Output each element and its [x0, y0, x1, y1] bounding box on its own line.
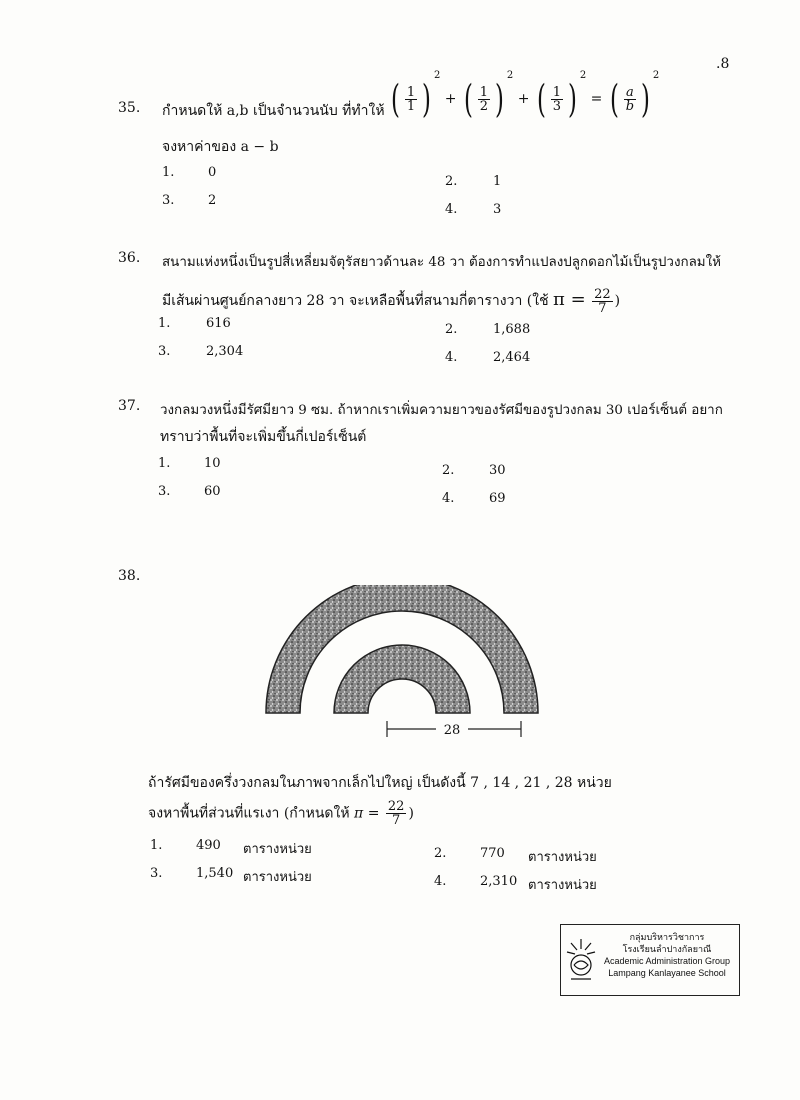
option-value: 616 — [206, 316, 231, 331]
option-number: 3. — [158, 344, 171, 359]
semicircle-rings-figure — [240, 585, 550, 755]
option-number: 4. — [445, 350, 458, 365]
question-number: 36. — [118, 250, 141, 266]
option-number: 1. — [162, 165, 175, 180]
option-value: 1,688 — [493, 322, 531, 337]
option-number: 2. — [442, 463, 455, 478]
school-stamp — [560, 924, 740, 996]
question-number: 35. — [118, 100, 141, 116]
equation: ( $\frac{1}{1}$ )$^2$ + ( $\frac{1}{2}$ )$^2$ + ( $\frac{1}{3}$ )$^2$ = ( $\frac{a}{b}$ )$^2$ — [390, 70, 660, 121]
option-number: 1. — [158, 316, 171, 331]
option-number: 3. — [158, 484, 171, 499]
option-value: 3 — [493, 202, 502, 217]
option-value: 0 — [208, 165, 217, 180]
option-value: 770 — [480, 846, 505, 861]
option-unit: ตารางหน่วย — [243, 842, 312, 857]
question-subtext: จงหาค่าของ a − b — [162, 139, 279, 155]
question-number: 38. — [118, 568, 141, 584]
option-number: 4. — [442, 491, 455, 506]
question-text-line2: ทราบว่าพื้นที่จะเพิ่มขึ้นกี่เปอร์เซ็นต์ — [160, 429, 367, 445]
option-value: 2 — [208, 193, 217, 208]
option-value: 1 — [493, 174, 502, 189]
option-number: 2. — [445, 322, 458, 337]
option-value: 60 — [204, 484, 221, 499]
option-value: 2,310 — [480, 874, 518, 889]
option-number: 3. — [150, 866, 163, 881]
option-value: 490 — [196, 838, 221, 853]
question-number: 37. — [118, 398, 141, 414]
question-text-line2: จงหาพื้นที่ส่วนที่แรเงา (กำหนดให้ π = $\frac{22}{7}$ ) — [148, 799, 414, 828]
option-unit: ตารางหน่วย — [528, 878, 597, 893]
question-text-line2: มีเส้นผ่านศูนย์กลางยาว 28 วา จะเหลือพื้นที่สนามกี่ตารางวา (ใช้ π = $\frac{22}{7}$ ) — [162, 286, 621, 316]
stamp-line: Lampang Kanlayanee School — [608, 968, 726, 979]
option-value: 10 — [204, 456, 221, 471]
option-unit: ตารางหน่วย — [528, 850, 597, 865]
question-text: กำหนดให้ a,b เป็นจำนวนนับ ที่ทำให้ — [162, 103, 385, 119]
option-number: 3. — [162, 193, 175, 208]
stamp-line: กลุ่มบริหารวิชาการ — [629, 932, 705, 942]
option-value: 2,304 — [206, 344, 244, 359]
option-number: 2. — [434, 846, 447, 861]
dimension-label: 28 — [443, 723, 461, 738]
question-text: สนามแห่งหนึ่งเป็นรูปสี่เหลี่ยมจัตุรัสยาวด้านละ 48 วา ต้องการทำแปลงปลูกดอกไม้เป็นรูปวงกลมให้ — [162, 255, 721, 270]
option-number: 4. — [434, 874, 447, 889]
school-logo-icon — [565, 935, 597, 985]
option-number: 4. — [445, 202, 458, 217]
question-text: วงกลมวงหนึ่งมีรัศมียาว 9 ซม. ถ้าหากเราเพิ่มความยาวของรัศมีของรูปวงกลม 30 เปอร์เซ็นต์ อยาก — [160, 403, 723, 418]
option-number: 1. — [158, 456, 171, 471]
option-number: 2. — [445, 174, 458, 189]
option-number: 1. — [150, 838, 163, 853]
option-value: 30 — [489, 463, 506, 478]
option-value: 1,540 — [196, 866, 234, 881]
stamp-line: โรงเรียนลำปางกัลยาณี — [622, 944, 712, 955]
question-text: ถ้ารัศมีของครึ่งวงกลมในภาพจากเล็กไปใหญ่ เป็นดังนี้ 7 , 14 , 21 , 28 หน่วย — [148, 775, 612, 791]
inner-shaded-ring — [334, 645, 470, 713]
option-unit: ตารางหน่วย — [243, 870, 312, 885]
option-value: 69 — [489, 491, 506, 506]
page-number: .8 — [716, 56, 730, 72]
option-value: 2,464 — [493, 350, 531, 365]
stamp-line: Academic Administration Group — [603, 956, 731, 967]
